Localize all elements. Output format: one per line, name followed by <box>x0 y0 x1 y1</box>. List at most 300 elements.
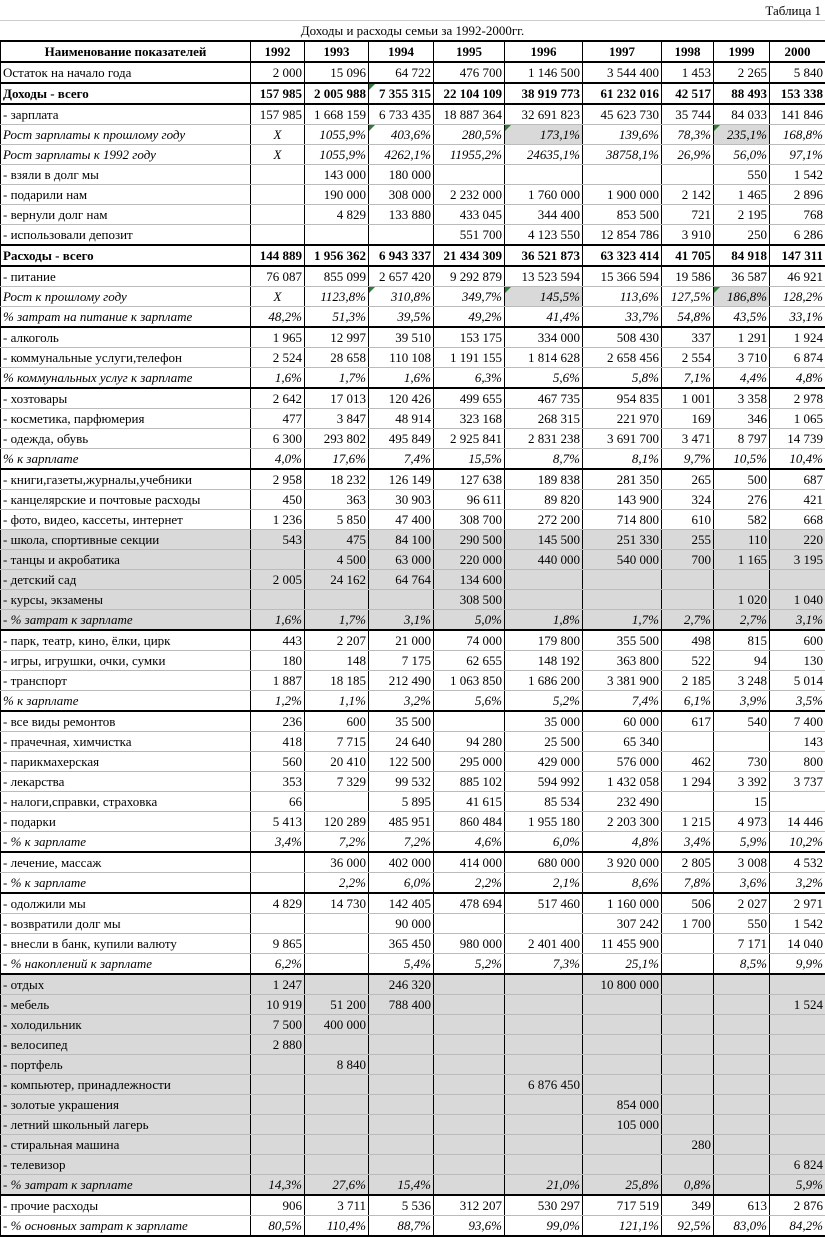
value-cell: 450 <box>251 490 305 510</box>
value-cell: 7,4% <box>369 449 434 470</box>
value-cell: 64 764 <box>369 570 434 590</box>
value-cell <box>662 792 714 812</box>
header-cell: 1999 <box>714 41 770 62</box>
value-cell: 517 460 <box>505 893 583 914</box>
value-cell: 7,8% <box>662 873 714 894</box>
value-cell: 78,3% <box>662 125 714 145</box>
value-cell: 39,5% <box>369 307 434 328</box>
value-cell: 35 000 <box>505 711 583 732</box>
value-cell: 36 000 <box>305 852 369 873</box>
value-cell <box>770 1035 825 1055</box>
value-cell: 3 381 900 <box>583 671 662 691</box>
table-row <box>1 792 825 812</box>
value-cell: 143 900 <box>583 490 662 510</box>
row-label: - детский сад <box>1 570 251 590</box>
value-cell: 148 192 <box>505 651 583 671</box>
value-cell: 1 020 <box>714 590 770 610</box>
value-cell: 18 887 364 <box>434 104 505 125</box>
row-label: - использовали депозит <box>1 225 251 246</box>
value-cell: 506 <box>662 893 714 914</box>
value-cell: 312 207 <box>434 1195 505 1216</box>
value-cell: 1,6% <box>369 368 434 389</box>
value-cell: 5,6% <box>434 691 505 712</box>
row-label: - канцелярские и почтовые расходы <box>1 490 251 510</box>
value-cell: 246 320 <box>369 974 434 995</box>
table-row <box>1 954 825 975</box>
value-cell: 440 000 <box>505 550 583 570</box>
value-cell <box>714 974 770 995</box>
value-cell: 414 000 <box>434 852 505 873</box>
row-label: - книги,газеты,журналы,учебники <box>1 469 251 490</box>
value-cell: 105 000 <box>583 1115 662 1135</box>
value-cell: 13 523 594 <box>505 266 583 287</box>
value-cell: 2,1% <box>505 873 583 894</box>
row-label: - % к зарплате <box>1 873 251 894</box>
value-cell: 2 831 238 <box>505 429 583 449</box>
value-cell <box>583 1155 662 1175</box>
row-label: - лекарства <box>1 772 251 792</box>
value-cell <box>305 934 369 954</box>
row-label: - курсы, экзамены <box>1 590 251 610</box>
value-cell: 122 500 <box>369 752 434 772</box>
value-cell: 1,7% <box>305 610 369 631</box>
value-cell: 272 200 <box>505 510 583 530</box>
row-label: - % затрат к зарплате <box>1 610 251 631</box>
value-cell: 142 405 <box>369 893 434 914</box>
table-row <box>1 327 825 348</box>
value-cell <box>369 225 434 246</box>
table-row <box>1 852 825 873</box>
value-cell <box>434 1055 505 1075</box>
value-cell <box>714 1035 770 1055</box>
value-cell <box>662 974 714 995</box>
value-cell: 7 329 <box>305 772 369 792</box>
table-row <box>1 1095 825 1115</box>
table-row <box>1 449 825 470</box>
value-cell: 3 471 <box>662 429 714 449</box>
value-cell: 1 215 <box>662 812 714 832</box>
value-cell: 276 <box>714 490 770 510</box>
value-cell: 1055,9% <box>305 125 369 145</box>
value-cell <box>251 873 305 894</box>
value-cell: 1,1% <box>305 691 369 712</box>
value-cell: 344 400 <box>505 205 583 225</box>
value-cell: 5 014 <box>770 671 825 691</box>
value-cell: 485 951 <box>369 812 434 832</box>
value-cell: 2 027 <box>714 893 770 914</box>
value-cell: 130 <box>770 651 825 671</box>
value-cell: 334 000 <box>505 327 583 348</box>
value-cell: 5 536 <box>369 1195 434 1216</box>
value-cell: 88,7% <box>369 1216 434 1237</box>
value-cell: 85 534 <box>505 792 583 812</box>
value-cell: 4262,1% <box>369 145 434 165</box>
value-cell: 860 484 <box>434 812 505 832</box>
value-cell: 2,7% <box>714 610 770 631</box>
value-cell: 3 847 <box>305 409 369 429</box>
row-label: - летний школьный лагерь <box>1 1115 251 1135</box>
value-cell: 26,9% <box>662 145 714 165</box>
value-cell: 477 <box>251 409 305 429</box>
value-cell: 133 880 <box>369 205 434 225</box>
value-cell: 5,8% <box>583 368 662 389</box>
value-cell <box>505 1035 583 1055</box>
table-row <box>1 307 825 328</box>
table-row <box>1 974 825 995</box>
value-cell <box>662 732 714 752</box>
value-cell: 355 500 <box>583 630 662 651</box>
value-cell: 12 997 <box>305 327 369 348</box>
value-cell <box>505 995 583 1015</box>
value-cell: 10 919 <box>251 995 305 1015</box>
value-cell: 1,8% <box>505 610 583 631</box>
value-cell: 157 985 <box>251 104 305 125</box>
value-cell: 24635,1% <box>505 145 583 165</box>
value-cell: 2 207 <box>305 630 369 651</box>
value-cell: 1 887 <box>251 671 305 691</box>
row-label: % затрат на питание к зарплате <box>1 307 251 328</box>
table-row <box>1 287 825 307</box>
value-cell: 2,2% <box>434 873 505 894</box>
value-cell: 403,6% <box>369 125 434 145</box>
row-label: Рост зарплаты к 1992 году <box>1 145 251 165</box>
value-cell <box>369 1035 434 1055</box>
value-cell: 63 323 414 <box>583 245 662 266</box>
value-cell: 148 <box>305 651 369 671</box>
value-cell <box>505 1095 583 1115</box>
value-cell: 2 805 <box>662 852 714 873</box>
value-cell <box>770 1115 825 1135</box>
value-cell: 45 623 730 <box>583 104 662 125</box>
value-cell: 84 100 <box>369 530 434 550</box>
value-cell <box>505 165 583 185</box>
value-cell: 11955,2% <box>434 145 505 165</box>
value-cell: 1 001 <box>662 388 714 409</box>
value-cell: 51 200 <box>305 995 369 1015</box>
value-cell: 21 434 309 <box>434 245 505 266</box>
value-cell: 12 854 786 <box>583 225 662 246</box>
value-cell: 5 840 <box>770 62 825 83</box>
value-cell: 2 185 <box>662 671 714 691</box>
value-cell: 10,5% <box>714 449 770 470</box>
value-cell: 6 943 337 <box>369 245 434 266</box>
value-cell <box>434 1095 505 1115</box>
value-cell: 143 000 <box>305 165 369 185</box>
value-cell <box>305 954 369 975</box>
value-cell: 543 <box>251 530 305 550</box>
value-cell: 236 <box>251 711 305 732</box>
value-cell: 48,2% <box>251 307 305 328</box>
value-cell: 1 524 <box>770 995 825 1015</box>
value-cell <box>662 934 714 954</box>
value-cell: 96 611 <box>434 490 505 510</box>
row-label: - все виды ремонтов <box>1 711 251 732</box>
table-row <box>1 893 825 914</box>
value-cell: 1,7% <box>305 368 369 389</box>
value-cell: 280 <box>662 1135 714 1155</box>
value-cell: 92,5% <box>662 1216 714 1237</box>
value-cell: 1 294 <box>662 772 714 792</box>
table-row <box>1 429 825 449</box>
value-cell <box>505 1115 583 1135</box>
value-cell: 800 <box>770 752 825 772</box>
value-cell <box>505 1055 583 1075</box>
value-cell: 1,7% <box>583 610 662 631</box>
value-cell: 5,4% <box>369 954 434 975</box>
value-cell <box>714 1055 770 1075</box>
value-cell: 1 065 <box>770 409 825 429</box>
value-cell: 235,1% <box>714 125 770 145</box>
value-cell: 35 744 <box>662 104 714 125</box>
value-cell: 2 642 <box>251 388 305 409</box>
value-cell: 15 096 <box>305 62 369 83</box>
value-cell: 540 000 <box>583 550 662 570</box>
value-cell: 2 880 <box>251 1035 305 1055</box>
value-cell: 3 008 <box>714 852 770 873</box>
value-cell: 1 160 000 <box>583 893 662 914</box>
value-cell <box>369 1135 434 1155</box>
row-label: - мебель <box>1 995 251 1015</box>
value-cell: 700 <box>662 550 714 570</box>
value-cell: 499 655 <box>434 388 505 409</box>
value-cell: 179 800 <box>505 630 583 651</box>
value-cell: 3 392 <box>714 772 770 792</box>
table-row <box>1 1195 825 1216</box>
value-cell: 169 <box>662 409 714 429</box>
row-label: - холодильник <box>1 1015 251 1035</box>
table-row <box>1 630 825 651</box>
value-cell: 885 102 <box>434 772 505 792</box>
value-cell: 144 889 <box>251 245 305 266</box>
value-cell: 594 992 <box>505 772 583 792</box>
table-row <box>1 1015 825 1035</box>
value-cell: 127 638 <box>434 469 505 490</box>
value-cell: 2 958 <box>251 469 305 490</box>
value-cell <box>662 1115 714 1135</box>
row-label: - транспорт <box>1 671 251 691</box>
value-cell <box>305 1075 369 1095</box>
value-cell: 6,3% <box>434 368 505 389</box>
value-cell: 1,6% <box>251 610 305 631</box>
value-cell: 39 510 <box>369 327 434 348</box>
value-cell: X <box>251 125 305 145</box>
value-cell: 433 045 <box>434 205 505 225</box>
value-cell: 2 657 420 <box>369 266 434 287</box>
value-cell: 540 <box>714 711 770 732</box>
value-cell: 2 401 400 <box>505 934 583 954</box>
value-cell: 15 <box>714 792 770 812</box>
value-cell: 28 658 <box>305 348 369 368</box>
header-cell: 1998 <box>662 41 714 62</box>
value-cell: 6,0% <box>369 873 434 894</box>
row-label: % к зарплате <box>1 449 251 470</box>
value-cell: 145 500 <box>505 530 583 550</box>
value-cell: 3,2% <box>770 873 825 894</box>
value-cell: 19 586 <box>662 266 714 287</box>
value-cell: 121,1% <box>583 1216 662 1237</box>
value-cell: 4,0% <box>251 449 305 470</box>
table-row <box>1 530 825 550</box>
value-cell <box>251 1155 305 1175</box>
value-cell: 32 691 823 <box>505 104 583 125</box>
value-cell: 8,6% <box>583 873 662 894</box>
value-cell: 6 876 450 <box>505 1075 583 1095</box>
value-cell: 46 921 <box>770 266 825 287</box>
table-row <box>1 62 825 83</box>
value-cell: 21 000 <box>369 630 434 651</box>
value-cell: 400 000 <box>305 1015 369 1035</box>
value-cell: 280,5% <box>434 125 505 145</box>
row-label: - отдых <box>1 974 251 995</box>
value-cell: 6 286 <box>770 225 825 246</box>
value-cell: 429 000 <box>505 752 583 772</box>
table-row <box>1 995 825 1015</box>
value-cell: 906 <box>251 1195 305 1216</box>
value-cell <box>662 995 714 1015</box>
table-row <box>1 1035 825 1055</box>
value-cell: 24 640 <box>369 732 434 752</box>
value-cell: 1 247 <box>251 974 305 995</box>
value-cell: 1 956 362 <box>305 245 369 266</box>
table-row <box>1 409 825 429</box>
table-row <box>1 610 825 631</box>
value-cell: 221 970 <box>583 409 662 429</box>
value-cell: 7,3% <box>505 954 583 975</box>
value-cell: 63 000 <box>369 550 434 570</box>
table-row <box>1 812 825 832</box>
value-cell: 220 <box>770 530 825 550</box>
value-cell <box>583 590 662 610</box>
value-cell: 43,5% <box>714 307 770 328</box>
value-cell: 10,4% <box>770 449 825 470</box>
value-cell: 94 280 <box>434 732 505 752</box>
value-cell: 4 123 550 <box>505 225 583 246</box>
value-cell: 14,3% <box>251 1175 305 1196</box>
row-label: - велосипед <box>1 1035 251 1055</box>
value-cell: 4,4% <box>714 368 770 389</box>
value-cell: 3,6% <box>714 873 770 894</box>
value-cell: 24 162 <box>305 570 369 590</box>
value-cell: 89 820 <box>505 490 583 510</box>
row-label: - возвратили долг мы <box>1 914 251 934</box>
value-cell: 3,9% <box>714 691 770 712</box>
value-cell: 186,8% <box>714 287 770 307</box>
value-cell: 27,6% <box>305 1175 369 1196</box>
value-cell: 15,5% <box>434 449 505 470</box>
value-cell: 2 203 300 <box>583 812 662 832</box>
table-row <box>1 711 825 732</box>
value-cell: 84,2% <box>770 1216 825 1237</box>
value-cell: 141 846 <box>770 104 825 125</box>
table-row <box>1 165 825 185</box>
value-cell: 3,2% <box>369 691 434 712</box>
value-cell: 143 <box>770 732 825 752</box>
row-label: Рост зарплаты к прошлому году <box>1 125 251 145</box>
value-cell: 5 413 <box>251 812 305 832</box>
value-cell: 418 <box>251 732 305 752</box>
value-cell <box>251 1075 305 1095</box>
value-cell: 126 149 <box>369 469 434 490</box>
value-cell: 8,5% <box>714 954 770 975</box>
value-cell: 7 175 <box>369 651 434 671</box>
value-cell: 120 426 <box>369 388 434 409</box>
value-cell: 36 521 873 <box>505 245 583 266</box>
value-cell: 110 <box>714 530 770 550</box>
value-cell: 346 <box>714 409 770 429</box>
value-cell: 49,2% <box>434 307 505 328</box>
value-cell: 687 <box>770 469 825 490</box>
value-cell: 1 542 <box>770 914 825 934</box>
value-cell: 478 694 <box>434 893 505 914</box>
value-cell: 6 824 <box>770 1155 825 1175</box>
value-cell: 2 005 988 <box>305 83 369 104</box>
table-row <box>1 732 825 752</box>
value-cell <box>251 185 305 205</box>
value-cell: 7,2% <box>369 832 434 853</box>
value-cell <box>770 570 825 590</box>
value-cell: 36 587 <box>714 266 770 287</box>
table-row <box>1 752 825 772</box>
table-row <box>1 914 825 934</box>
value-cell <box>434 995 505 1015</box>
value-cell: 5,2% <box>505 691 583 712</box>
value-cell: 54,8% <box>662 307 714 328</box>
row-label: - золотые украшения <box>1 1095 251 1115</box>
row-label: % коммунальных услуг к зарплате <box>1 368 251 389</box>
value-cell <box>305 974 369 995</box>
value-cell: 6 874 <box>770 348 825 368</box>
value-cell: 6,0% <box>505 832 583 853</box>
value-cell <box>251 205 305 225</box>
table-row <box>1 1155 825 1175</box>
value-cell: 7 500 <box>251 1015 305 1035</box>
value-cell <box>369 1095 434 1115</box>
row-label: - подарки <box>1 812 251 832</box>
value-cell: 7,4% <box>583 691 662 712</box>
value-cell: 550 <box>714 914 770 934</box>
value-cell <box>369 590 434 610</box>
value-cell: 17 013 <box>305 388 369 409</box>
value-cell: 3 544 400 <box>583 62 662 83</box>
row-label: - парикмахерская <box>1 752 251 772</box>
table-row <box>1 671 825 691</box>
table-row <box>1 348 825 368</box>
value-cell: 47 400 <box>369 510 434 530</box>
value-cell: 324 <box>662 490 714 510</box>
value-cell <box>434 165 505 185</box>
table-row <box>1 469 825 490</box>
value-cell: 9 865 <box>251 934 305 954</box>
row-label: Рост к прошлому году <box>1 287 251 307</box>
value-cell: 498 <box>662 630 714 651</box>
value-cell: 5 895 <box>369 792 434 812</box>
value-cell: 281 350 <box>583 469 662 490</box>
value-cell: 600 <box>305 711 369 732</box>
value-cell: 2 265 <box>714 62 770 83</box>
value-cell <box>369 1075 434 1095</box>
value-cell: 90 000 <box>369 914 434 934</box>
value-cell: 1 955 180 <box>505 812 583 832</box>
value-cell <box>662 1155 714 1175</box>
value-cell: 25,1% <box>583 954 662 975</box>
value-cell: 5,0% <box>434 610 505 631</box>
value-cell <box>505 590 583 610</box>
value-cell <box>770 1095 825 1115</box>
value-cell: 522 <box>662 651 714 671</box>
value-cell: 0,8% <box>662 1175 714 1196</box>
value-cell: 1 465 <box>714 185 770 205</box>
value-cell: 3 710 <box>714 348 770 368</box>
